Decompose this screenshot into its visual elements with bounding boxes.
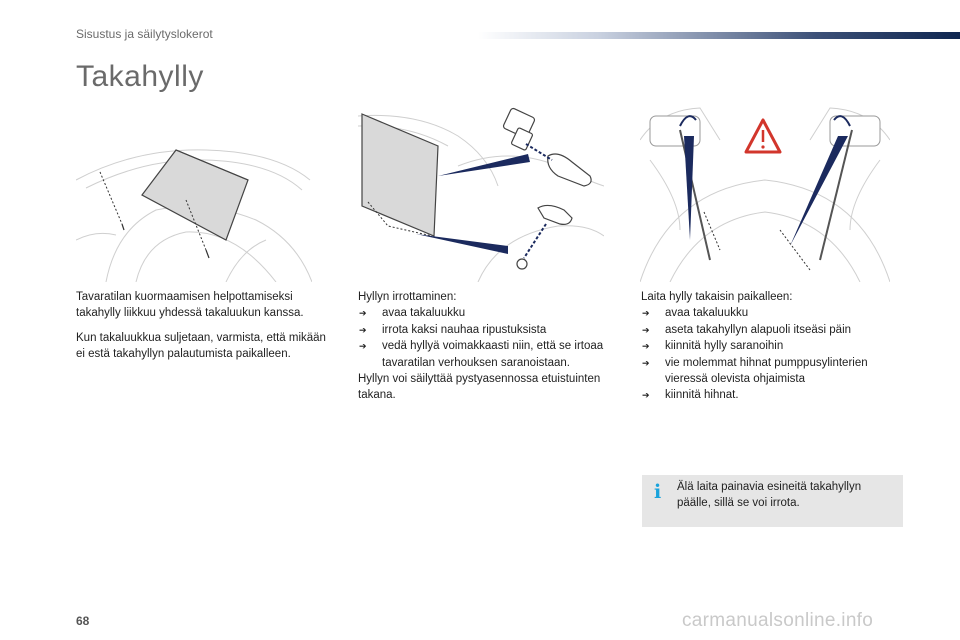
page-title: Takahylly — [76, 60, 204, 93]
refit-intro: Laita hylly takaisin paikalleen: — [641, 291, 793, 303]
section-header: Sisustus ja säilytyslokerot — [76, 27, 213, 41]
removal-column — [358, 289, 623, 404]
storage-note: Hyllyn voi säilyttää pystyasennossa etuistuinten takana. — [358, 373, 601, 402]
info-icon: i — [654, 481, 662, 503]
watermark: carmanualsonline.info — [682, 610, 874, 631]
intro-column — [76, 289, 336, 371]
shelf-raised-illustration — [76, 140, 312, 282]
info-note-text: Älä laita painavia esineitä takahyllyn päälle, sillä se voi irrota. — [677, 481, 862, 510]
header-bar — [478, 32, 960, 39]
page-number: 68 — [76, 614, 90, 628]
intro-paragraph-2: Kun takaluukkua suljetaan, varmista, että mikään ei estä takahyllyn palautumista paikalleen. — [76, 331, 326, 361]
list-item: ➔ irrota kaksi nauhaa ripustuksista — [358, 322, 623, 338]
list-item: ➔ kiinnitä hihnat. — [641, 387, 906, 403]
shelf-removal-illustration — [358, 106, 604, 282]
refit-column — [641, 289, 906, 404]
refit-steps — [641, 305, 906, 403]
list-item: ➔ vedä hyllyä voimakkaasti niin, että se irtoaa tavaratilan verhouksen saranoistaan. — [358, 338, 623, 371]
list-item: ➔ avaa takaluukku — [641, 305, 906, 321]
info-note-box — [642, 475, 903, 527]
list-item: ➔ vie molemmat hihnat pumppusylinterien vieressä olevista ohjaimista — [641, 355, 906, 388]
removal-intro: Hyllyn irrottaminen: — [358, 291, 457, 303]
shelf-refit-illustration — [640, 100, 890, 282]
list-item: ➔ aseta takahyllyn alapuoli itseäsi päin — [641, 322, 906, 338]
list-item: ➔ kiinnitä hylly saranoihin — [641, 338, 906, 354]
removal-steps — [358, 305, 623, 371]
intro-paragraph-1: Tavaratilan kuormaamisen helpottamiseksi takahylly liikkuu yhdessä takaluukun kanssa. — [76, 291, 304, 320]
list-item: ➔ avaa takaluukku — [358, 305, 623, 321]
